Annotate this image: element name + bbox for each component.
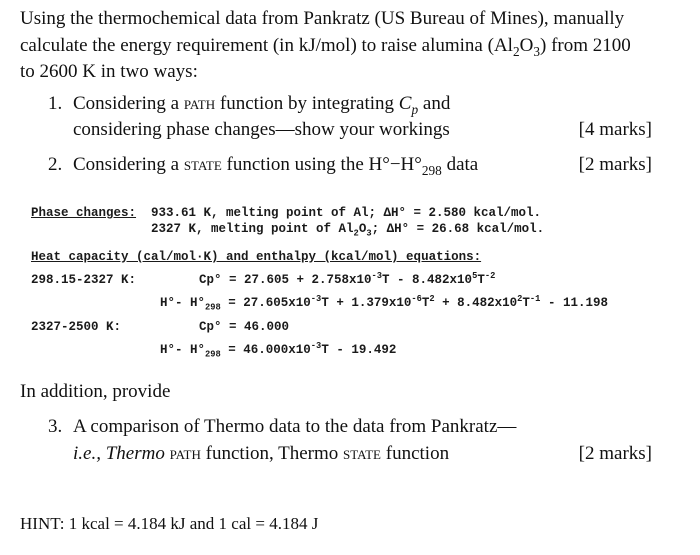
phase-change-alumina: 2327 K, melting point of $Al_2O_3$; ΔH° = 26.68 kcal/mol. [151, 222, 545, 239]
enthalpy-equation-2: H°- $H^\circ_{298} = 46.000x10^{-3}T - 19.492$ [160, 340, 397, 360]
question-1-marks: [4 marks] [578, 119, 652, 140]
cp-equation-1: $Cp^\circ = 27.605 + 2.758x10^{-3}T - 8.482x10^5T^{-2}$ [199, 270, 496, 287]
question-3-line-1: A comparison of Thermo data to the data from Pankratz— [73, 416, 517, 437]
intro-line-3: to 2600 K in two ways: [20, 61, 198, 82]
range-2-label: 2327-2500 K: [31, 320, 122, 334]
intro-line-2: calculate the energy requirement (in kJ/mol) to raise alumina $(Al_2O_3)$ from 2100 [20, 35, 631, 59]
range-1-label: 298.15-2327 K: [31, 273, 137, 287]
question-2-text: Considering a state function using the $H^\circ-H^\circ_{298}$ data [73, 154, 479, 178]
addition-text: In addition, provide [20, 381, 171, 402]
question-1-number: 1. [48, 93, 63, 114]
hint: HINT: 1 kcal = 4.184 kJ and 1 cal = 4.184 J [20, 514, 319, 533]
question-2-number: 2. [48, 154, 63, 175]
enthalpy-equation-1: H°- $H^\circ_{298} = 27.605x10^{-3}T + 1.379x10^{-6}T^2 + 8.482x10^2T^{-1} - 11.198$ [160, 293, 608, 313]
question-2-marks: [2 marks] [578, 154, 652, 175]
intro-line-1: Using the thermochemical data from Pankratz (US Bureau of Mines), manually [20, 8, 625, 29]
heat-capacity-header: Heat capacity (cal/mol·K) and enthalpy (kcal/mol) equations: [31, 250, 482, 264]
question-3-number: 3. [48, 416, 63, 437]
phase-change-al: 933.61 K, melting point of Al; ΔH° = 2.580 kcal/mol. [151, 206, 542, 220]
question-1-line-1: Considering a path function by integrating $C_p$ and [73, 93, 451, 117]
question-3-marks: [2 marks] [578, 443, 652, 464]
question-3-line-2: i.e., Thermo path function, Thermo state function [73, 443, 450, 464]
question-1-line-2: considering phase changes—show your workings [73, 119, 450, 140]
cp-equation-2: Cp° = 46.000 [199, 320, 290, 334]
phase-changes-label: Phase changes: [31, 206, 137, 220]
